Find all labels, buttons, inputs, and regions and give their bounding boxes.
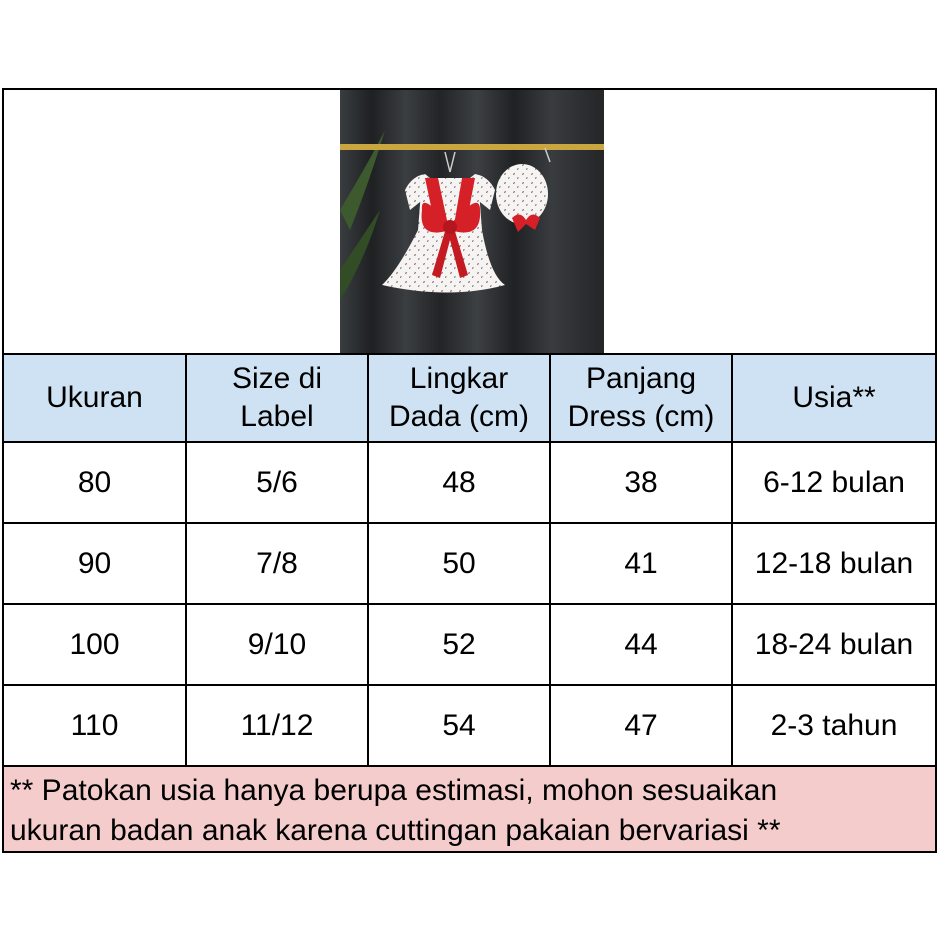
product-photo <box>340 90 604 353</box>
product-photo-row <box>4 90 935 355</box>
dress-with-hat-photo-icon <box>340 90 604 353</box>
cell-lingkar-dada: 48 <box>368 442 550 523</box>
cell-lingkar-dada: 50 <box>368 523 550 604</box>
header-lingkar-dada: Lingkar Dada (cm) <box>368 355 550 442</box>
table-row <box>4 523 935 604</box>
cell-usia: 6-12 bulan <box>732 442 935 523</box>
header-ukuran: Ukuran <box>4 355 186 442</box>
cell-size-label: 7/8 <box>186 523 368 604</box>
cell-size-label: 5/6 <box>186 442 368 523</box>
cell-panjang-dress: 41 <box>550 523 732 604</box>
size-chart-frame <box>2 88 937 853</box>
cell-ukuran: 100 <box>4 604 186 685</box>
cell-ukuran: 110 <box>4 685 186 766</box>
cell-lingkar-dada: 54 <box>368 685 550 766</box>
cell-usia: 12-18 bulan <box>732 523 935 604</box>
cell-panjang-dress: 38 <box>550 442 732 523</box>
header-panjang-dress: Panjang Dress (cm) <box>550 355 732 442</box>
header-size-di-label: Size di Label <box>186 355 368 442</box>
cell-ukuran: 80 <box>4 442 186 523</box>
header-usia: Usia** <box>732 355 935 442</box>
size-table <box>4 355 935 767</box>
cell-usia: 18-24 bulan <box>732 604 935 685</box>
cell-ukuran: 90 <box>4 523 186 604</box>
cell-panjang-dress: 44 <box>550 604 732 685</box>
table-row <box>4 685 935 766</box>
cell-size-label: 9/10 <box>186 604 368 685</box>
cell-usia: 2-3 tahun <box>732 685 935 766</box>
table-row <box>4 604 935 685</box>
cell-size-label: 11/12 <box>186 685 368 766</box>
disclaimer-note: ** Patokan usia hanya berupa estimasi, mohon sesuaikan ukuran badan anak karena cuttingan pakaian bervariasi ** <box>4 765 935 851</box>
cell-lingkar-dada: 52 <box>368 604 550 685</box>
table-row <box>4 442 935 523</box>
table-header-row <box>4 355 935 442</box>
cell-panjang-dress: 47 <box>550 685 732 766</box>
